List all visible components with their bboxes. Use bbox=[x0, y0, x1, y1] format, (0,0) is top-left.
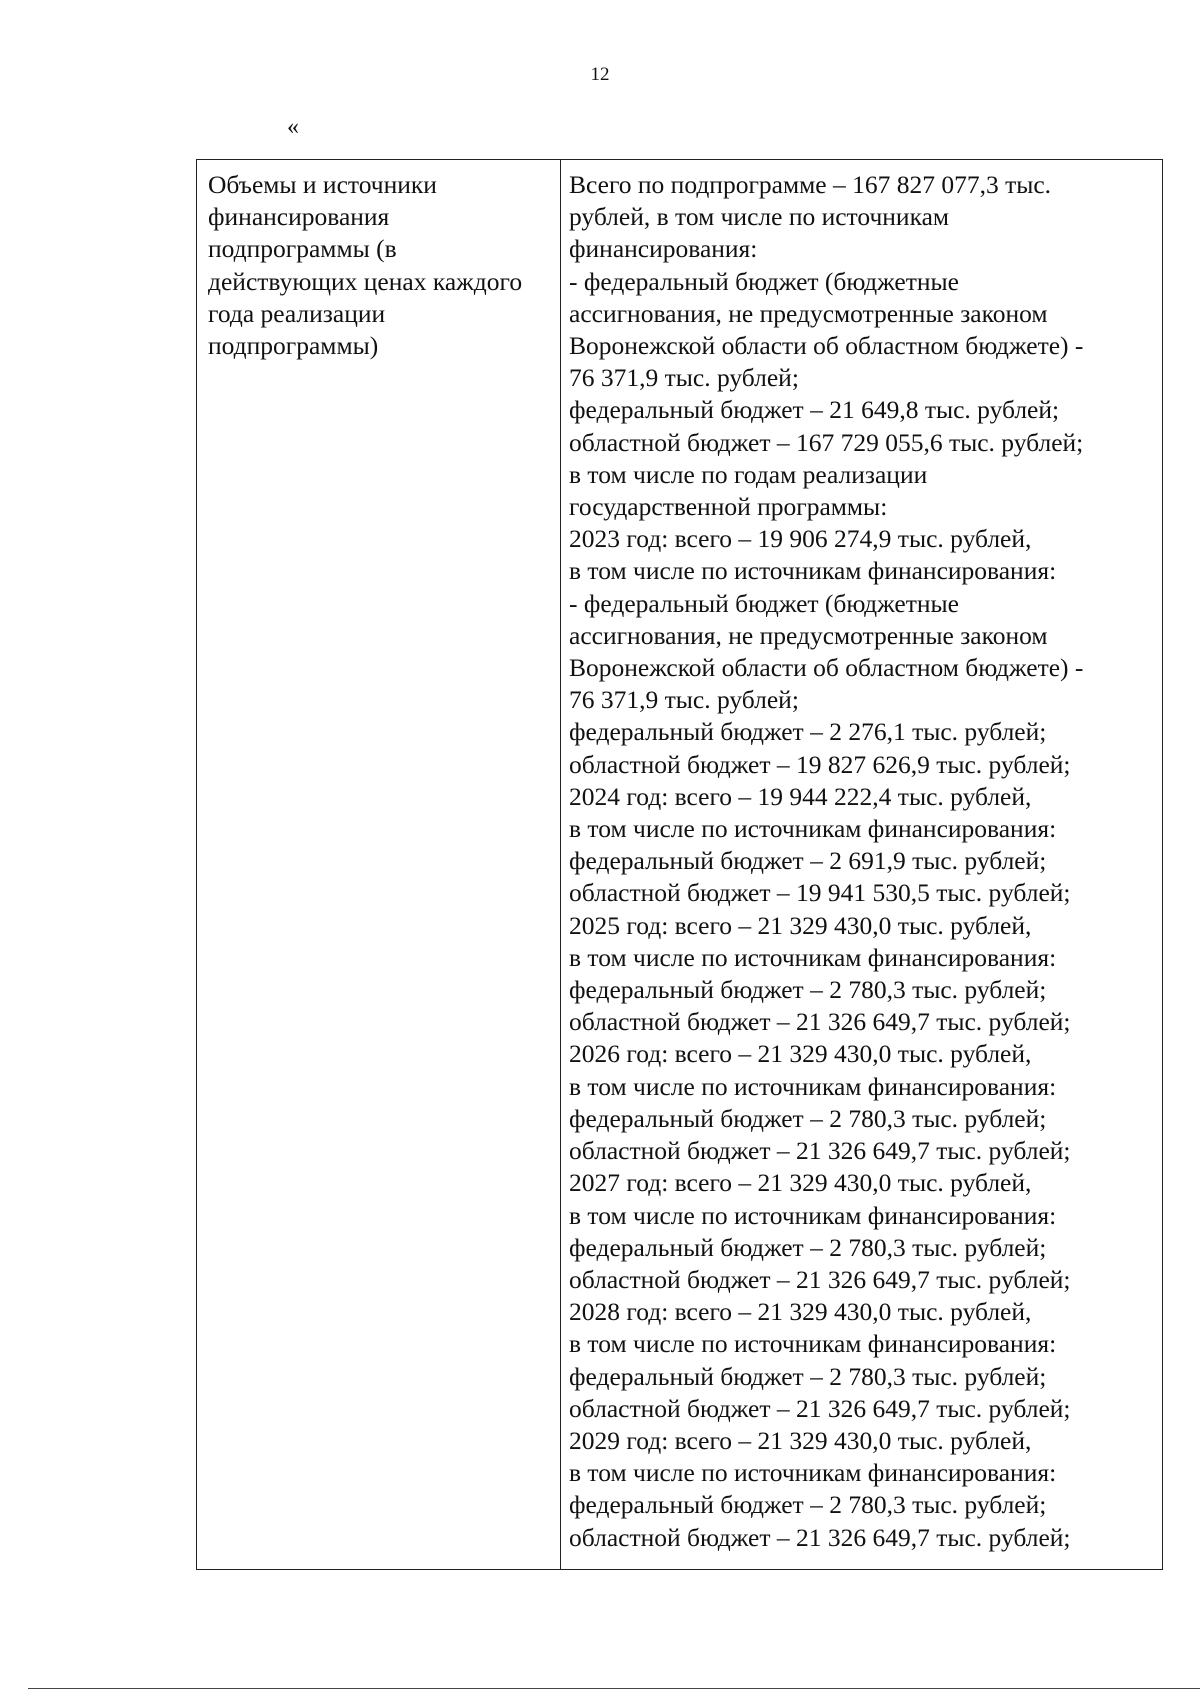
details-line: 2026 год: всего – 21 329 430,0 тыс. рублей, bbox=[569, 1039, 1032, 1069]
label-line: года реализации bbox=[208, 298, 386, 328]
details-line: в том числе по источникам финансирования: bbox=[569, 1200, 1057, 1230]
details-line: областной бюджет – 21 326 649,7 тыс. рублей; bbox=[569, 1393, 1071, 1423]
details-line: ассигнования, не предусмотренные законом bbox=[569, 298, 1048, 328]
label-line: финансирования bbox=[208, 202, 390, 232]
details-line: в том числе по источникам финансирования: bbox=[569, 556, 1057, 586]
label-line: подпрограммы (в bbox=[208, 234, 397, 264]
details-line: федеральный бюджет – 2 780,3 тыс. рублей; bbox=[569, 1361, 1047, 1391]
details-line: федеральный бюджет – 2 780,3 тыс. рублей; bbox=[569, 975, 1047, 1005]
details-line: 76 371,9 тыс. рублей; bbox=[569, 685, 799, 715]
details-line: Воронежской области об областном бюджете) - bbox=[569, 653, 1084, 683]
financing-table bbox=[196, 159, 1163, 1570]
bottom-rule-line bbox=[28, 1688, 1200, 1689]
details-line: областной бюджет – 21 326 649,7 тыс. рублей; bbox=[569, 1136, 1071, 1166]
details-line: финансирования: bbox=[569, 234, 758, 264]
details-line: областной бюджет – 21 326 649,7 тыс. рублей; bbox=[569, 1264, 1071, 1294]
financing-label-cell bbox=[197, 160, 561, 1570]
details-line: ассигнования, не предусмотренные законом bbox=[569, 620, 1048, 650]
opening-quote-mark: « bbox=[287, 114, 299, 140]
details-line: в том числе по источникам финансирования: bbox=[569, 942, 1057, 972]
details-line: государственной программы: bbox=[569, 492, 888, 522]
details-line: федеральный бюджет – 2 780,3 тыс. рублей; bbox=[569, 1232, 1047, 1262]
financing-details-cell bbox=[561, 160, 1163, 1570]
details-line: федеральный бюджет – 2 276,1 тыс. рублей; bbox=[569, 717, 1047, 747]
details-line: 2029 год: всего – 21 329 430,0 тыс. рублей, bbox=[569, 1425, 1032, 1455]
label-line: Объемы и источники bbox=[208, 170, 437, 199]
table-row bbox=[197, 160, 1163, 1570]
details-line: в том числе по источникам финансирования: bbox=[569, 1329, 1057, 1359]
details-line: 2028 год: всего – 21 329 430,0 тыс. рублей, bbox=[569, 1297, 1032, 1327]
label-line: действующих ценах каждого bbox=[208, 266, 523, 296]
details-line: федеральный бюджет – 21 649,8 тыс. рублей; bbox=[569, 395, 1060, 425]
details-line: областной бюджет – 19 827 626,9 тыс. рублей; bbox=[569, 749, 1071, 779]
details-line: рублей, в том числе по источникам bbox=[569, 202, 950, 232]
details-line: 2027 год: всего – 21 329 430,0 тыс. рублей, bbox=[569, 1168, 1032, 1198]
details-line: областной бюджет – 21 326 649,7 тыс. рублей; bbox=[569, 1007, 1071, 1037]
details-line: 2023 год: всего – 19 906 274,9 тыс. рублей, bbox=[569, 524, 1032, 554]
details-line: федеральный бюджет – 2 691,9 тыс. рублей; bbox=[569, 846, 1047, 876]
page-number: 12 bbox=[590, 64, 610, 85]
details-line: в том числе по источникам финансирования: bbox=[569, 814, 1057, 844]
details-line: Воронежской области об областном бюджете) - bbox=[569, 331, 1084, 361]
details-line: областной бюджет – 21 326 649,7 тыс. рублей; bbox=[569, 1522, 1071, 1552]
details-line: - федеральный бюджет (бюджетные bbox=[569, 266, 959, 296]
details-line: 2024 год: всего – 19 944 222,4 тыс. рублей, bbox=[569, 781, 1032, 811]
details-line: в том числе по источникам финансирования: bbox=[569, 1071, 1057, 1101]
details-line: - федеральный бюджет (бюджетные bbox=[569, 588, 959, 618]
details-line: областной бюджет – 19 941 530,5 тыс. рублей; bbox=[569, 878, 1071, 908]
details-line: 2025 год: всего – 21 329 430,0 тыс. рублей, bbox=[569, 910, 1032, 940]
details-line: областной бюджет – 167 729 055,6 тыс. рублей; bbox=[569, 427, 1084, 457]
details-line: в том числе по источникам финансирования: bbox=[569, 1458, 1057, 1488]
details-line: 76 371,9 тыс. рублей; bbox=[569, 363, 799, 393]
details-line: в том числе по годам реализации bbox=[569, 459, 928, 489]
details-line: федеральный бюджет – 2 780,3 тыс. рублей; bbox=[569, 1103, 1047, 1133]
details-line: федеральный бюджет – 2 780,3 тыс. рублей; bbox=[569, 1490, 1047, 1520]
label-line: подпрограммы) bbox=[208, 331, 379, 361]
details-line: Всего по подпрограмме – 167 827 077,3 тыс. bbox=[569, 170, 1052, 199]
